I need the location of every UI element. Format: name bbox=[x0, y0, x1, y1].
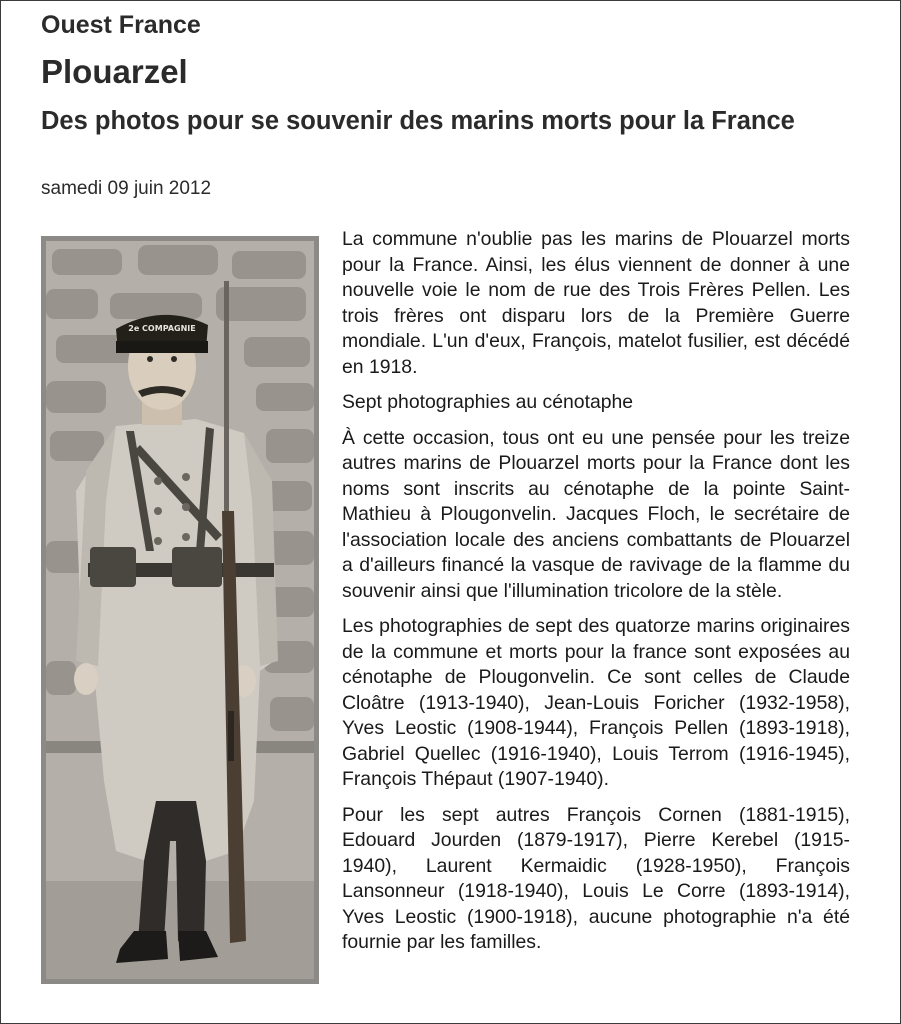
cap-ribbon-text: 2e COMPAGNIE bbox=[128, 324, 196, 333]
town-heading: Plouarzel bbox=[41, 53, 188, 90]
newspaper-name: Ouest France bbox=[41, 11, 201, 39]
sailor-photo-drawing bbox=[46, 241, 314, 979]
article-headline: Des photos pour se souvenir des marins morts pour la France bbox=[41, 107, 795, 135]
article-paragraph: La commune n'oublie pas les marins de Plouarzel morts pour la France. Ainsi, les élus viennent de donner à une nouvelle voie le nom de rue des Trois Frères Pellen. Les trois frères ont disparu lors de la Première Guerre mondiale. L'un d'eux, François, matelot fusilier, est décédé en 1918. bbox=[342, 228, 850, 378]
article-paragraph: Pour les sept autres François Cornen (1881-1915), Edouard Jourden (1879-1917), Pierre Kerebel (1915-1940), Laurent Kermaidic (1928-1950), François Lansonneur (1918-1940), Louis Le Corre (1893-1914), Yves Leostic (1900-1918), aucune photographie n'a été fournie par les familles. bbox=[342, 803, 850, 953]
sailor-photograph bbox=[41, 236, 319, 984]
article-paragraph: À cette occasion, tous ont eu une pensée pour les treize autres marins de Plouarzel morts pour la France dont les noms sont inscrits au cénotaphe de la pointe Saint-Mathieu à Plougonvelin. Jacques Floch, le secrétaire de l'association locale des anciens combattants de Plouarzel a d'ailleurs financé la vasque de ravivage de la flamme du souvenir ainsi que l'illumination tricolore de la stèle. bbox=[342, 426, 850, 602]
publication-date: samedi 09 juin 2012 bbox=[41, 178, 212, 199]
article-subheading: Sept photographies au cénotaphe bbox=[342, 391, 634, 413]
article-body bbox=[342, 227, 850, 966]
article-paragraph: Les photographies de sept des quatorze marins originaires de la commune et morts pour la france sont exposées au cénotaphe de Plougonvelin. Ce sont celles de Claude Cloâtre (1913-1940), Jean-Louis Foricher (1932-1958), Yves Leostic (1908-1944), François Pellen (1893-1918), Gabriel Quellec (1916-1940), Louis Terrom (1916-1945), François Thépaut (1907-1940). bbox=[342, 615, 850, 790]
